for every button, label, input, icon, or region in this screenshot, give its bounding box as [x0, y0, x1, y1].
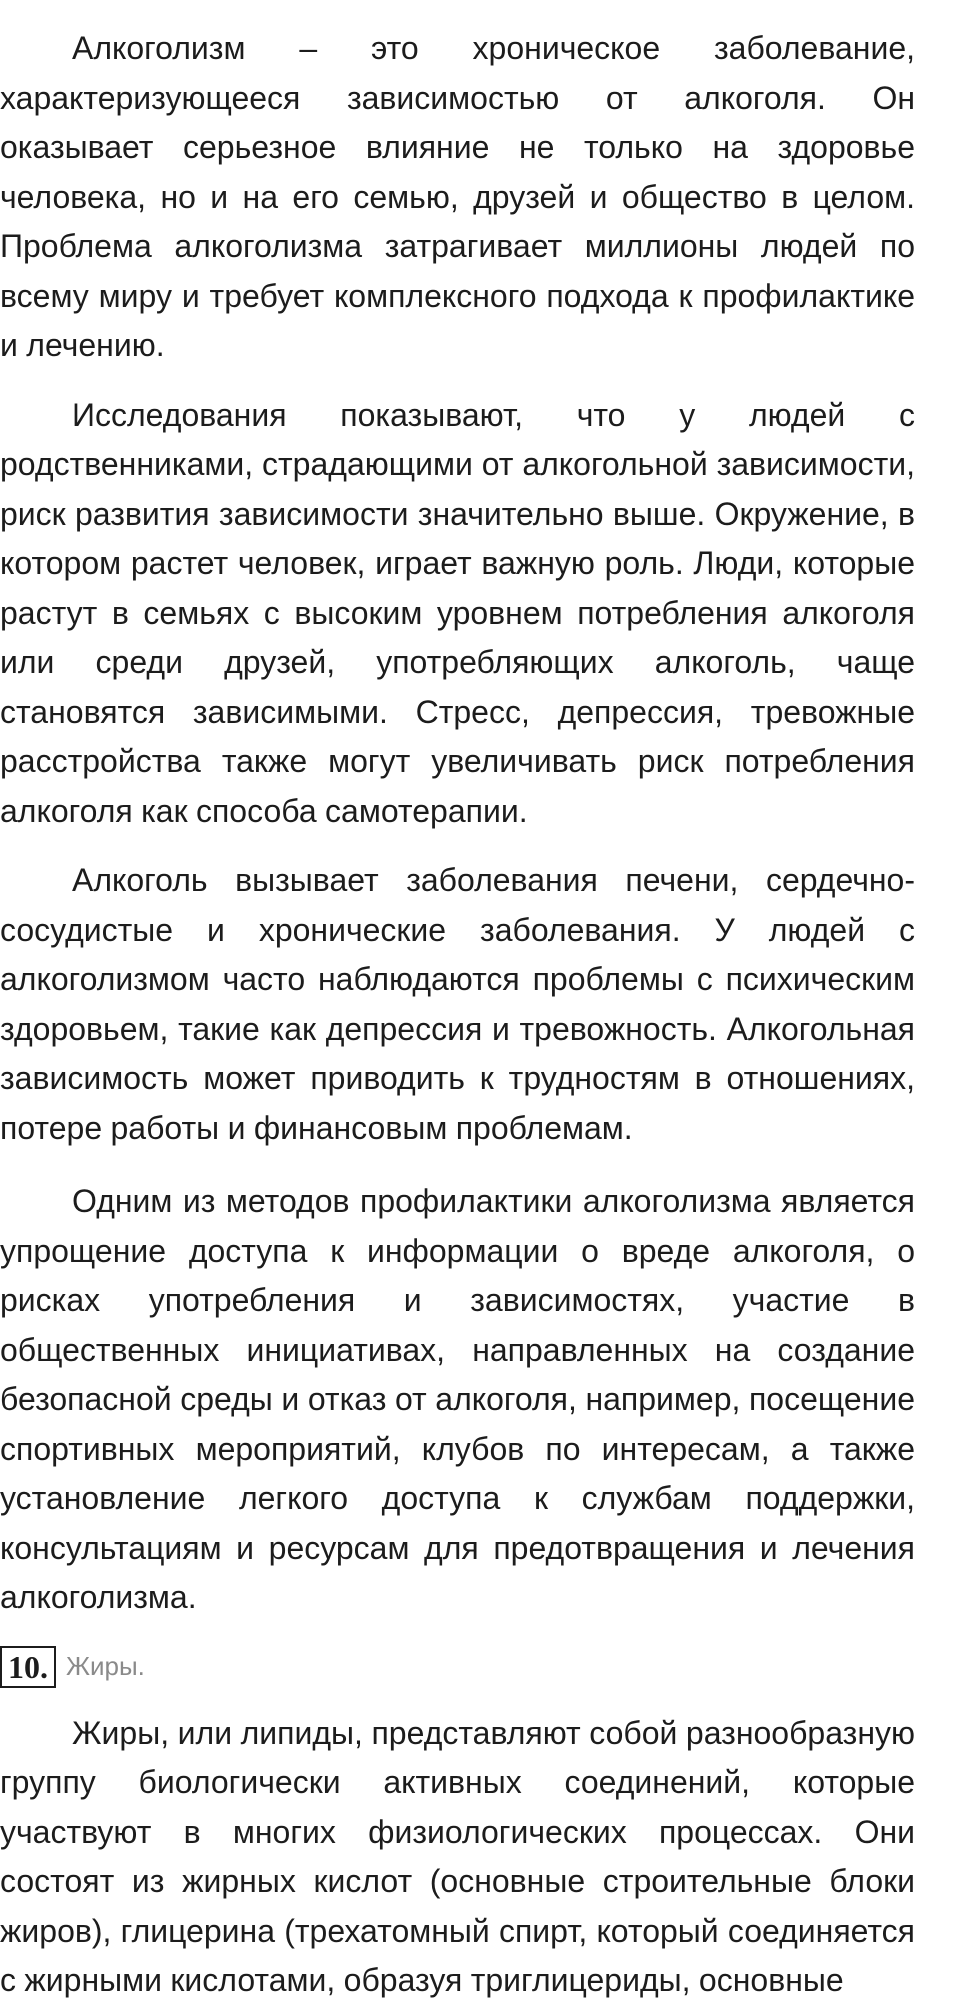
- task-number-badge: 10.: [0, 1646, 56, 1688]
- paragraph-alcoholism-definition: Алкоголизм – это хроническое заболевание, характеризующееся зависимостью от алкоголя. Он оказывает серьезное влияние не только на здоровье человека, но и на его семью, друзей и общество в целом. Проблема алкоголизма затрагивает миллионы людей по всему миру и требует комплексного подхода к профилактике и лечению.: [0, 30, 915, 363]
- paragraph-risk-factors: Исследования показывают, что у людей с родственниками, страдающими от алкогольной зависимости, риск развития зависимости значительно выше. Окружение, в котором растет человек, играет важную роль. Люди, которые растут в семьях с высоким уровнем потребления алкоголя или среди друзей, употребляющих алкоголь, чаще становятся зависимыми. Стресс, депрессия, тревожные расстройства также могут увеличивать риск потребления алкоголя как способа самотерапии.: [0, 396, 915, 829]
- task-heading: [0, 1643, 915, 1691]
- paragraph-fats-intro: Жиры, или липиды, представляют собой разнообразную группу биологически активных соединений, которые участвуют в многих физиологических процессах. Они состоят из жирных кислот (основные строительные блоки жиров), глицерина (трехатомный спирт, который соединяется с жирными кислотами, образуя триглицериды, основные: [0, 1714, 915, 1998]
- task-title: Жиры.: [66, 1650, 145, 1681]
- document-body: [0, 24, 915, 2001]
- paragraph-health-effects: Алкоголь вызывает заболевания печени, сердечно-сосудистые и хронические заболевания. У людей с алкоголизмом часто наблюдаются проблемы с психическим здоровьем, такие как депрессия и тревожность. Алкогольная зависимость может приводить к трудностям в отношениях, потере работы и финансовым проблемам.: [0, 862, 915, 1146]
- paragraph-prevention: Одним из методов профилактики алкоголизма является упрощение доступа к информации о вреде алкоголя, о рисках употребления и зависимостях, участие в общественных инициативах, направленных на создание безопасной среды и отказ от алкоголя, например, посещение спортивных мероприятий, клубов по интересам, а также установление легкого доступа к службам поддержки, консультациям и ресурсам для предотвращения и лечения алкоголизма.: [0, 1183, 915, 1615]
